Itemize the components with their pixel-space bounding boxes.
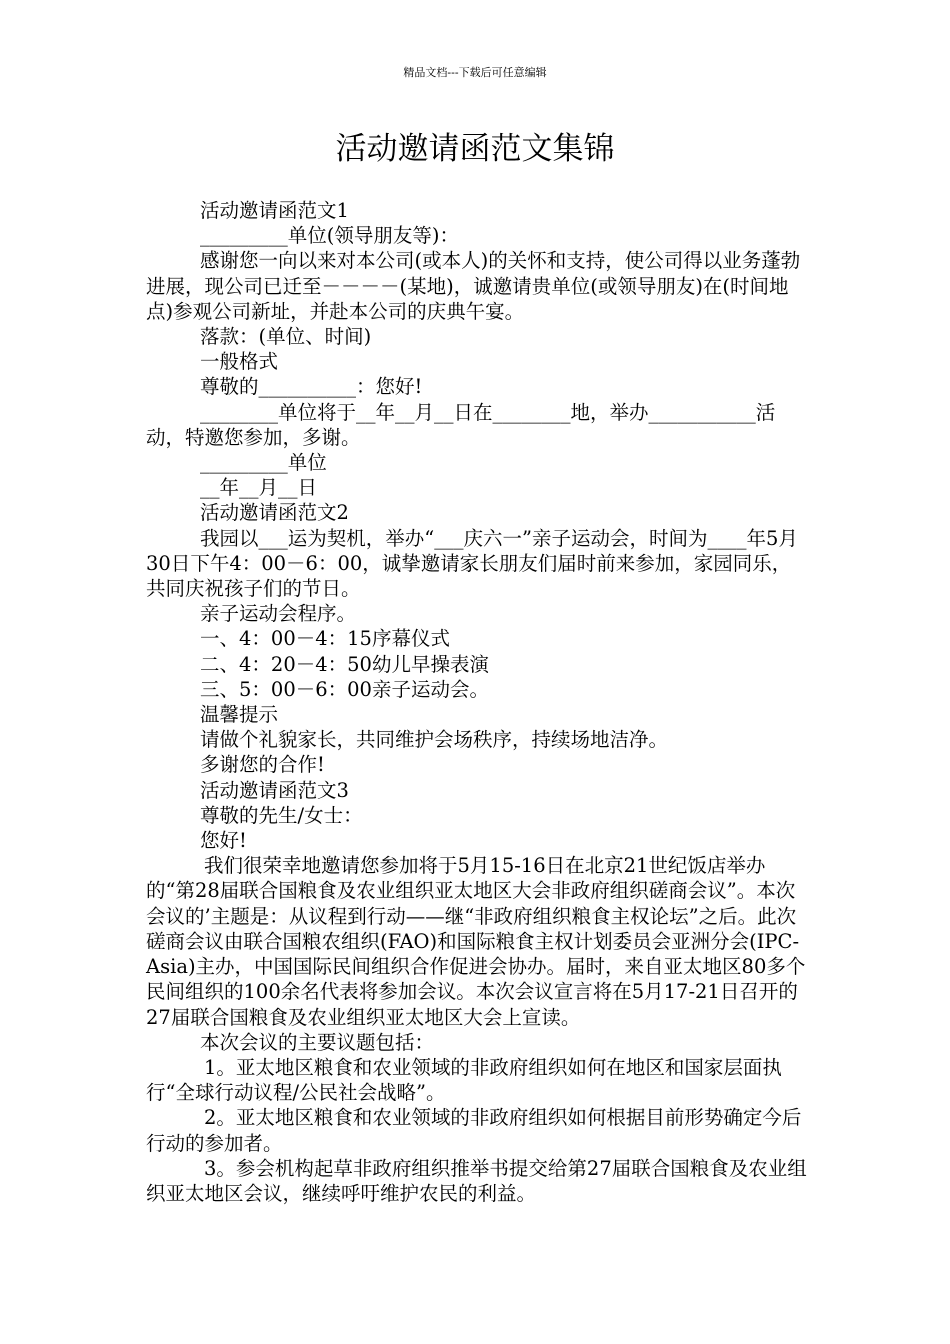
greeting: 您好! <box>200 829 247 853</box>
paragraph: ________单位将于__年__月__日在________地，举办___________活动，特邀您参加，多谢。 <box>146 400 776 449</box>
salutation-1: _________单位(领导朋友等)： <box>200 224 459 248</box>
paragraph: 我们很荣幸地邀请您参加将于5月15-16日在北京21世纪饭店举办的“第28届联合国粮食及农业组织亚太地区大会非政府组织磋商会议”。本次会议的’主题是：从议程到行动——继“非政府组织粮食主权论坛”之后。此次磋商会议由联合国粮农组织(FAO)和国际粮食主权计划委员会亚洲分会(IPC-Asia)主办，中国国际民间组织合作促进会协办。届时，来自亚太地区80多个民间组织的100余名代表将参加会议。本次会议宣言将在5月17-21日召开的27届联合国粮食及农业组织亚太地区大会上宣读。 <box>146 854 806 1029</box>
greeting: 尊敬的__________：您好! <box>200 375 423 399</box>
document-title: 活动邀请函范文集锦 <box>335 131 615 167</box>
paragraph: 感谢您一向以来对本公司(或本人)的关怀和支持，使公司得以业务蓬勃进展，现公司已迁至－－－－(某地)，诚邀请贵单位(或领导朋友)在(时间地点)参观公司新址，并赴本公司的庆典午宴。 <box>146 249 801 323</box>
section-heading-1: 活动邀请函范文1 <box>200 199 349 222</box>
program-item: 二、4：20－4：50幼儿早操表演 <box>200 652 489 676</box>
document-body <box>146 198 810 1206</box>
topic-item: 3。参会机构起草非政府组织推举书提交给第27届联合国粮食及农业组织亚太地区会议，继续呼吁维护农民的利益。 <box>146 1156 807 1205</box>
date-line: __年__月__日 <box>200 476 318 500</box>
program-heading: 亲子运动会程序。 <box>200 602 357 626</box>
topic-item: 2。亚太地区粮食和农业领域的非政府组织如何根据目前形势确定今后行动的参加者。 <box>146 1106 802 1155</box>
header-note: 精品文档---下载后可任意编辑 <box>403 66 547 79</box>
subheading-general-format: 一般格式 <box>200 350 279 374</box>
topic-item: 1。亚太地区粮食和农业领域的非政府组织如何在地区和国家层面执行“全球行动议程/公民社会战略”。 <box>146 1055 782 1105</box>
tips-text: 请做个礼貌家长，共同维护会场秩序，持续场地洁净。 <box>200 728 669 752</box>
salutation-3: 尊敬的先生/女士： <box>200 803 363 827</box>
section-heading-3: 活动邀请函范文3 <box>200 778 349 802</box>
tips-heading: 温馨提示 <box>200 703 279 727</box>
program-item: 一、4：00－4：15序幕仪式 <box>200 627 450 651</box>
program-item: 三、5：00－6：00亲子运动会。 <box>200 677 489 701</box>
paragraph: 我园以___运为契机，举办“___庆六一”亲子运动会，时间为____年5月30日下午4：00－6：00，诚挚邀请家长朋友们届时前来参加，家园同乐，共同庆祝孩子们的节日。 <box>146 526 798 601</box>
signature-line: 落款：(单位、时间) <box>200 325 372 349</box>
unit-line: _________单位 <box>200 451 327 475</box>
section-heading-2: 活动邀请函范文2 <box>200 501 349 525</box>
thanks-line: 多谢您的合作! <box>200 753 325 777</box>
topics-heading: 本次会议的主要议题包括： <box>200 1030 435 1054</box>
